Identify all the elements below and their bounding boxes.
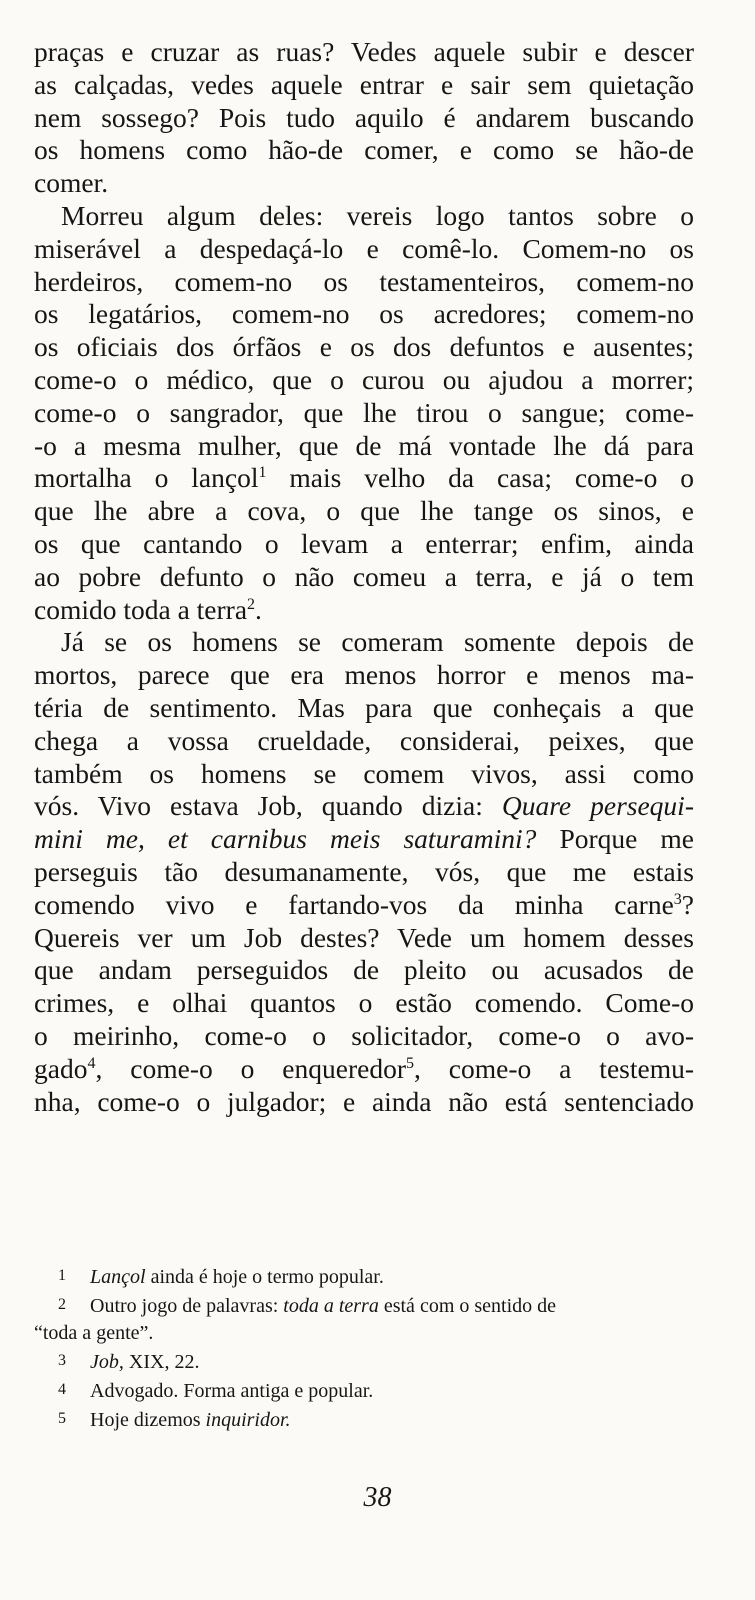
text-line: as calçadas, vedes aquele entrar e sair sem quietação bbox=[34, 68, 694, 100]
text-line: que lhe abre a cova, o que lhe tange os sinos, e bbox=[34, 495, 694, 527]
text-line: miserável a despedaçá-lo e comê-lo. Comem-no os bbox=[34, 232, 694, 264]
text-line bbox=[34, 462, 694, 495]
footnote-text: Hoje dizemos bbox=[90, 1409, 206, 1431]
footnote-ref-1: 1 bbox=[258, 464, 267, 482]
text-span: vós. Vivo estava Job, quando dizia: bbox=[34, 790, 502, 822]
footnote-text: ainda é hoje o termo popular. bbox=[145, 1266, 384, 1288]
text-line: os homens como hão-de comer, e como se hão-de bbox=[34, 134, 694, 166]
footnote-italic: Job, bbox=[90, 1351, 124, 1373]
text-line: come-o o médico, que o curou ou ajudou a morrer; bbox=[34, 363, 694, 395]
footnote-number: 1 bbox=[58, 1267, 66, 1284]
latin-quote: Quare persequi- bbox=[501, 790, 694, 822]
footnote-text: Advogado. Forma antiga e popular. bbox=[90, 1380, 374, 1402]
footnote-number: 4 bbox=[58, 1381, 66, 1398]
footnote-2 bbox=[34, 1291, 694, 1320]
text-line: Morreu algum deles: vereis logo tantos sobre o bbox=[61, 199, 694, 231]
text-line: praças e cruzar as ruas? Vedes aquele subir e descer bbox=[34, 36, 694, 67]
text-line: os que cantando o levam a enterrar; enfim, ainda bbox=[34, 527, 694, 559]
text-span: , come-o a testemu- bbox=[414, 1052, 694, 1084]
latin-quote: mini me, et carnibus meis saturamini? bbox=[34, 823, 537, 855]
text-line bbox=[34, 1053, 694, 1086]
text-line: Já se os homens se comeram somente depois de bbox=[61, 626, 694, 658]
footnote-italic: inquiridor. bbox=[205, 1409, 291, 1431]
text-line: come-o o sangrador, que lhe tirou o sangue; come- bbox=[34, 396, 694, 428]
footnote-text: Outro jogo de palavras: bbox=[90, 1295, 284, 1317]
text-line: mortos, parece que era menos horror e menos ma- bbox=[34, 659, 694, 691]
text-line: crimes, e olhai quantos o estão comendo. Come-o bbox=[34, 987, 694, 1019]
footnote-number: 5 bbox=[58, 1410, 66, 1427]
text-span: . bbox=[255, 593, 262, 625]
text-line: Quereis ver um Job destes? Vede um homem desses bbox=[34, 921, 694, 953]
footnote-number: 2 bbox=[58, 1296, 66, 1313]
text-line: os oficiais dos órfãos e os dos defuntos e ausentes; bbox=[34, 331, 694, 363]
text-line: nem sossego? Pois tudo aquilo é andarem buscando bbox=[34, 101, 694, 133]
footnote-1 bbox=[34, 1262, 694, 1291]
text-line: perseguis tão desumanamente, vós, que me estais bbox=[34, 855, 694, 887]
footnote-ref-2: 2 bbox=[247, 595, 256, 613]
footnote-ref-5: 5 bbox=[406, 1054, 414, 1072]
footnote-4 bbox=[34, 1376, 694, 1405]
main-text bbox=[34, 36, 694, 1118]
text-span: mortalha o lançol bbox=[34, 462, 259, 494]
footnote-italic: toda a terra bbox=[283, 1295, 379, 1317]
footnote-number: 3 bbox=[58, 1352, 66, 1369]
footnotes bbox=[34, 1262, 694, 1434]
text-span: gado bbox=[34, 1052, 88, 1084]
text-span: ? bbox=[681, 888, 694, 920]
footnote-2-continuation: “toda a gente”. bbox=[34, 1322, 154, 1344]
text-line: ao pobre defunto o não comeu a terra, e já o tem bbox=[34, 560, 694, 592]
text-line: o meirinho, come-o o solicitador, come-o o avo- bbox=[34, 1019, 694, 1051]
text-line: comer. bbox=[34, 167, 109, 199]
text-line: -o a mesma mulher, que de má vontade lhe dá para bbox=[34, 429, 694, 461]
text-line: os legatários, comem-no os acredores; comem-no bbox=[34, 298, 694, 330]
text-line: chega a vossa crueldade, considerai, peixes, que bbox=[34, 724, 694, 756]
text-line bbox=[34, 790, 694, 823]
footnote-ref-4: 4 bbox=[87, 1054, 96, 1072]
text-span: comendo vivo e fartando-vos da minha carne bbox=[34, 888, 674, 920]
text-line: téria de sentimento. Mas para que conheçais a que bbox=[34, 691, 694, 723]
footnote-text: está com o sentido de bbox=[378, 1295, 557, 1317]
footnote-ref-3: 3 bbox=[673, 890, 682, 908]
text-line: nha, come-o o julgador; e ainda não está sentenciado bbox=[34, 1085, 694, 1117]
text-span: Porque me bbox=[536, 823, 694, 855]
footnote-5 bbox=[34, 1405, 694, 1434]
text-line bbox=[34, 594, 694, 627]
text-line bbox=[34, 889, 694, 922]
text-line: que andam perseguidos de pleito ou acusados de bbox=[34, 954, 694, 986]
text-line: também os homens se comem vivos, assi como bbox=[34, 757, 694, 789]
footnote-italic: Lançol bbox=[90, 1266, 146, 1288]
text-span: mais velho da casa; come-o o bbox=[266, 462, 694, 494]
footnote-3 bbox=[34, 1347, 694, 1376]
footnote-text: XIX, 22. bbox=[123, 1351, 200, 1373]
text-line bbox=[34, 823, 694, 856]
text-span: comido toda a terra bbox=[34, 593, 248, 625]
text-span: , come-o o enqueredor bbox=[95, 1052, 406, 1084]
page-number: 38 bbox=[363, 1482, 392, 1513]
text-line: herdeiros, comem-no os testamenteiros, comem-no bbox=[34, 265, 694, 297]
